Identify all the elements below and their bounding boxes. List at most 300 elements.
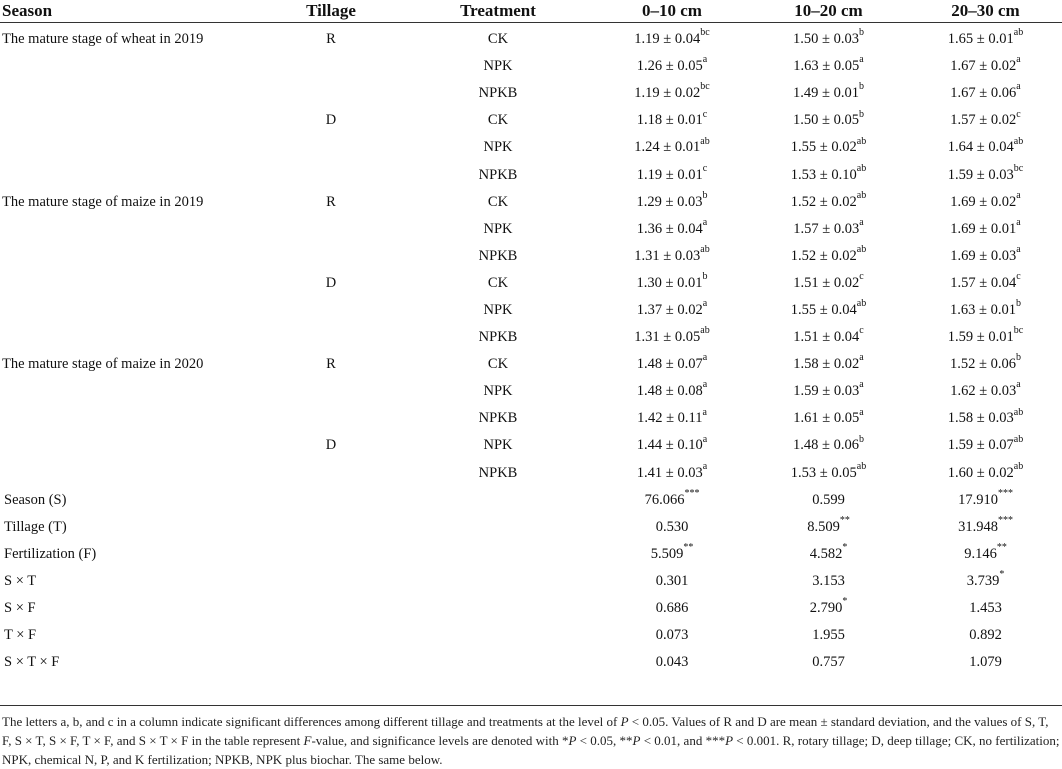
- cell-depth-0-10: [596, 23, 748, 54]
- header-depth-20-30: 20–30 cm: [951, 1, 1020, 20]
- cell-f-0-10-significance: ***: [684, 487, 700, 499]
- cell-depth-10-20-value: 1.51 ± 0.04: [793, 329, 860, 346]
- cell-depth-20-30-significance: ab: [1013, 27, 1024, 39]
- table-body: [0, 23, 1062, 677]
- cell-factor-value: Fertilization (F): [4, 545, 97, 562]
- cell-tillage: [262, 107, 400, 134]
- cell-f-0-10: [596, 541, 748, 568]
- cell-depth-10-20-value: 1.63 ± 0.05: [793, 58, 860, 75]
- cell-depth-0-10-value: 1.48 ± 0.07: [636, 356, 703, 373]
- cell-depth-10-20: [748, 297, 909, 324]
- cell-depth-20-30-value: 1.52 ± 0.06: [950, 356, 1016, 373]
- cell-depth-10-20: [748, 378, 909, 405]
- table-row: [0, 216, 1062, 243]
- cell-depth-0-10-value: 1.24 ± 0.01: [634, 139, 701, 156]
- table-row: [0, 80, 1062, 107]
- cell-f-10-20-value: 8.509: [807, 518, 840, 535]
- cell-tillage-value: D: [325, 112, 337, 129]
- cell-depth-10-20-value: 1.50 ± 0.05: [793, 112, 859, 129]
- cell-treatment-value: CK: [487, 112, 509, 129]
- cell-treatment-value: NPK: [483, 139, 513, 156]
- cell-f-0-10-value: 0.686: [655, 600, 689, 617]
- table-row: [0, 324, 1062, 351]
- anova-row: [0, 487, 1062, 514]
- cell-factor-value: Season (S): [4, 491, 67, 508]
- cell-depth-10-20-significance: b: [858, 433, 864, 445]
- cell-depth-0-10-value: 1.19 ± 0.04: [634, 31, 701, 48]
- cell-depth-0-10-significance: bc: [700, 27, 710, 39]
- cell-depth-0-10-significance: a: [702, 54, 708, 66]
- cell-depth-10-20-value: 1.52 ± 0.02: [790, 247, 857, 264]
- cell-treatment-value: NPKB: [478, 166, 518, 183]
- table-row: [0, 351, 1062, 378]
- cell-depth-20-30: [909, 243, 1062, 270]
- header-treatment: Treatment: [460, 1, 536, 20]
- cell-f-20-30-value: 1.079: [969, 654, 1002, 671]
- cell-depth-10-20-value: 1.50 ± 0.03: [793, 31, 859, 48]
- cell-depth-10-20: [748, 216, 909, 243]
- cell-tillage: [262, 405, 400, 432]
- cell-season: [0, 107, 262, 134]
- cell-depth-20-30-significance: ab: [1013, 406, 1024, 418]
- cell-depth-20-30-value: 1.59 ± 0.03: [947, 166, 1014, 183]
- footnote-divider: [0, 705, 1062, 706]
- cell-depth-20-30: [909, 432, 1062, 459]
- cell-season-value: The mature stage of wheat in 2019: [2, 31, 204, 48]
- cell-depth-10-20: [748, 134, 909, 161]
- cell-depth-20-30: [909, 270, 1062, 297]
- table-row: [0, 378, 1062, 405]
- cell-depth-20-30-value: 1.69 ± 0.01: [950, 220, 1017, 237]
- cell-depth-20-30-significance: ab: [1013, 433, 1024, 445]
- cell-f-20-30-significance: *: [999, 569, 1005, 581]
- cell-f-10-20: [748, 541, 909, 568]
- cell-depth-20-30: [909, 460, 1062, 487]
- cell-depth-0-10-significance: ab: [700, 243, 710, 255]
- cell-depth-0-10: [596, 134, 748, 161]
- cell-tillage: [262, 243, 400, 270]
- cell-depth-10-20-significance: ab: [856, 243, 867, 255]
- header-season: Season: [2, 1, 53, 20]
- cell-factor: [0, 568, 262, 595]
- cell-depth-10-20-value: 1.55 ± 0.04: [790, 301, 857, 318]
- cell-treatment: [400, 23, 596, 54]
- cell-depth-20-30-significance: a: [1016, 379, 1021, 391]
- cell-season: [0, 378, 262, 405]
- cell-tillage-value: D: [325, 437, 337, 454]
- cell-season: [0, 270, 262, 297]
- cell-treatment-value: CK: [487, 356, 509, 373]
- cell-depth-10-20: [748, 324, 909, 351]
- cell-depth-20-30-value: 1.58 ± 0.03: [947, 410, 1014, 427]
- footnote-p-symbol: P: [725, 733, 734, 748]
- cell-depth-20-30-significance: c: [1016, 108, 1021, 120]
- cell-depth-20-30: [909, 80, 1062, 107]
- footnote-text: < 0.05, **: [576, 733, 633, 748]
- cell-depth-20-30: [909, 405, 1062, 432]
- cell-depth-20-30-significance: ab: [1013, 460, 1024, 472]
- cell-depth-0-10-significance: c: [702, 108, 708, 120]
- cell-depth-20-30-value: 1.69 ± 0.02: [950, 193, 1017, 210]
- cell-f-10-20-value: 0.599: [812, 491, 845, 508]
- cell-depth-20-30: [909, 351, 1062, 378]
- cell-depth-0-10-value: 1.29 ± 0.03: [636, 193, 703, 210]
- cell-depth-10-20-significance: ab: [856, 135, 867, 147]
- table-row: [0, 53, 1062, 80]
- cell-treatment: [400, 432, 596, 459]
- cell-depth-20-30-value: 1.67 ± 0.02: [950, 58, 1017, 75]
- cell-depth-0-10-value: 1.36 ± 0.04: [636, 220, 703, 237]
- cell-season: [0, 297, 262, 324]
- cell-depth-20-30-significance: bc: [1013, 162, 1024, 174]
- cell-depth-0-10: [596, 216, 748, 243]
- cell-depth-0-10-significance: b: [702, 189, 708, 201]
- cell-treatment-value: CK: [487, 31, 509, 48]
- cell-depth-20-30-significance: c: [1016, 271, 1021, 283]
- cell-season: [0, 134, 262, 161]
- cell-depth-0-10: [596, 270, 748, 297]
- cell-depth-0-10-significance: a: [702, 352, 708, 364]
- cell-factor: [0, 622, 262, 649]
- cell-depth-20-30-value: 1.57 ± 0.04: [950, 274, 1017, 291]
- anova-row: [0, 595, 1062, 622]
- cell-depth-20-30-significance: b: [1015, 352, 1021, 364]
- table-row: [0, 23, 1062, 54]
- cell-factor-value: S × T × F: [4, 654, 60, 671]
- cell-treatment-value: NPKB: [478, 329, 518, 346]
- cell-treatment: [400, 216, 596, 243]
- cell-depth-0-10-significance: a: [702, 216, 708, 228]
- cell-depth-0-10: [596, 243, 748, 270]
- cell-factor: [0, 595, 262, 622]
- cell-empty: [400, 622, 596, 649]
- cell-f-20-30-value: 1.453: [969, 600, 1002, 617]
- cell-f-0-10-significance: **: [683, 542, 694, 553]
- cell-treatment-value: NPKB: [478, 85, 518, 102]
- cell-depth-10-20-value: 1.51 ± 0.02: [793, 274, 860, 291]
- table-row: [0, 243, 1062, 270]
- cell-depth-0-10-value: 1.31 ± 0.05: [634, 329, 701, 346]
- cell-f-10-20: [748, 514, 909, 541]
- cell-treatment: [400, 324, 596, 351]
- cell-depth-0-10-significance: a: [702, 433, 708, 445]
- cell-factor: [0, 541, 262, 568]
- cell-depth-20-30-significance: a: [1016, 54, 1021, 66]
- cell-depth-20-30: [909, 378, 1062, 405]
- cell-depth-10-20-significance: ab: [856, 189, 867, 201]
- cell-f-0-10-value: 0.301: [655, 572, 689, 589]
- cell-depth-10-20-significance: ab: [856, 162, 867, 174]
- cell-empty: [262, 487, 400, 514]
- cell-depth-0-10: [596, 432, 748, 459]
- cell-treatment: [400, 189, 596, 216]
- cell-season: [0, 189, 262, 216]
- cell-empty: [400, 649, 596, 676]
- cell-factor-value: S × T: [4, 572, 37, 589]
- cell-f-10-20-significance: *: [842, 542, 848, 553]
- cell-tillage: [262, 134, 400, 161]
- cell-depth-10-20: [748, 432, 909, 459]
- cell-f-20-30-value: 17.910: [958, 491, 998, 508]
- table-row: [0, 297, 1062, 324]
- footnote-text: The letters a, b, and c in a column indicate significant differences among different tillage and treatments at the level of: [2, 714, 621, 729]
- table-row: [0, 107, 1062, 134]
- cell-season: [0, 161, 262, 188]
- cell-depth-0-10-value: 1.44 ± 0.10: [636, 437, 703, 454]
- cell-depth-10-20-significance: ab: [856, 298, 867, 310]
- cell-depth-0-10: [596, 324, 748, 351]
- cell-empty: [262, 568, 400, 595]
- cell-depth-20-30: [909, 53, 1062, 80]
- cell-f-10-20: [748, 568, 909, 595]
- cell-f-0-10: [596, 487, 748, 514]
- cell-f-20-30: [909, 622, 1062, 649]
- table-row: [0, 161, 1062, 188]
- cell-tillage: [262, 80, 400, 107]
- cell-depth-20-30: [909, 161, 1062, 188]
- cell-depth-10-20-significance: c: [859, 325, 864, 337]
- cell-treatment: [400, 351, 596, 378]
- cell-tillage-value: R: [326, 193, 336, 210]
- cell-depth-10-20-value: 1.55 ± 0.02: [790, 139, 857, 156]
- cell-depth-20-30: [909, 107, 1062, 134]
- cell-depth-10-20: [748, 351, 909, 378]
- cell-depth-0-10: [596, 378, 748, 405]
- cell-tillage: [262, 189, 400, 216]
- cell-depth-10-20-value: 1.53 ± 0.05: [790, 464, 857, 481]
- cell-depth-0-10-significance: ab: [700, 135, 710, 147]
- cell-treatment-value: CK: [487, 274, 509, 291]
- cell-f-0-10-value: 5.509: [650, 545, 684, 562]
- cell-f-20-30-significance: ***: [997, 514, 1013, 526]
- cell-depth-20-30-value: 1.57 ± 0.02: [950, 112, 1017, 129]
- cell-depth-20-30-significance: a: [1016, 189, 1021, 201]
- cell-depth-20-30: [909, 134, 1062, 161]
- table-row: [0, 405, 1062, 432]
- table-footnote: [2, 712, 1060, 769]
- cell-depth-0-10: [596, 80, 748, 107]
- cell-depth-0-10-value: 1.19 ± 0.01: [636, 166, 703, 183]
- cell-f-0-10: [596, 595, 748, 622]
- cell-tillage: [262, 351, 400, 378]
- cell-f-20-30-value: 31.948: [958, 518, 998, 535]
- cell-season: [0, 405, 262, 432]
- cell-f-10-20: [748, 487, 909, 514]
- cell-tillage: [262, 378, 400, 405]
- cell-depth-20-30-significance: a: [1016, 81, 1021, 93]
- cell-depth-0-10-significance: ab: [700, 325, 710, 337]
- cell-depth-0-10-significance: a: [702, 379, 708, 391]
- cell-depth-20-30: [909, 297, 1062, 324]
- cell-depth-20-30-value: 1.69 ± 0.03: [950, 247, 1017, 264]
- cell-treatment-value: NPKB: [478, 247, 518, 264]
- anova-row: [0, 541, 1062, 568]
- cell-depth-0-10: [596, 351, 748, 378]
- cell-season: [0, 23, 262, 54]
- cell-depth-0-10-value: 1.42 ± 0.11: [637, 410, 703, 427]
- cell-factor-value: T × F: [4, 627, 37, 644]
- cell-depth-20-30: [909, 216, 1062, 243]
- cell-depth-10-20-significance: b: [858, 81, 864, 93]
- cell-season: [0, 432, 262, 459]
- cell-treatment: [400, 270, 596, 297]
- cell-depth-10-20-value: 1.59 ± 0.03: [793, 383, 860, 400]
- cell-depth-10-20: [748, 189, 909, 216]
- cell-season: [0, 80, 262, 107]
- cell-depth-20-30-value: 1.63 ± 0.01: [950, 301, 1016, 318]
- cell-tillage: [262, 216, 400, 243]
- cell-depth-10-20: [748, 80, 909, 107]
- anova-row: [0, 649, 1062, 676]
- anova-row: [0, 568, 1062, 595]
- cell-tillage: [262, 432, 400, 459]
- cell-empty: [262, 649, 400, 676]
- cell-empty: [262, 622, 400, 649]
- cell-tillage-value: R: [326, 31, 336, 48]
- cell-season: [0, 324, 262, 351]
- cell-tillage: [262, 324, 400, 351]
- cell-factor-value: S × F: [4, 600, 36, 617]
- cell-f-10-20: [748, 595, 909, 622]
- cell-tillage: [262, 23, 400, 54]
- cell-depth-20-30-significance: b: [1015, 298, 1021, 310]
- cell-empty: [262, 514, 400, 541]
- cell-treatment: [400, 134, 596, 161]
- cell-empty: [262, 595, 400, 622]
- cell-f-10-20-significance: **: [839, 514, 850, 526]
- cell-empty: [400, 487, 596, 514]
- cell-depth-0-10: [596, 189, 748, 216]
- cell-f-0-10-value: 0.073: [655, 627, 689, 644]
- cell-f-20-30: [909, 514, 1062, 541]
- cell-empty: [400, 514, 596, 541]
- cell-empty: [400, 568, 596, 595]
- cell-depth-0-10-value: 1.30 ± 0.01: [636, 274, 703, 291]
- cell-tillage: [262, 161, 400, 188]
- footnote-f-symbol: F: [303, 733, 312, 748]
- cell-f-10-20-value: 2.790: [809, 600, 843, 617]
- cell-tillage: [262, 297, 400, 324]
- cell-treatment-value: NPK: [483, 58, 513, 75]
- cell-f-20-30-significance: **: [996, 542, 1007, 553]
- cell-depth-0-10-value: 1.37 ± 0.02: [636, 301, 703, 318]
- table-row: [0, 270, 1062, 297]
- cell-depth-20-30-significance: a: [1016, 216, 1021, 228]
- cell-depth-0-10: [596, 405, 748, 432]
- cell-empty: [400, 541, 596, 568]
- cell-treatment-value: NPK: [483, 383, 513, 400]
- cell-depth-20-30-value: 1.59 ± 0.07: [947, 437, 1014, 454]
- cell-depth-0-10: [596, 107, 748, 134]
- cell-depth-10-20-value: 1.58 ± 0.02: [793, 356, 860, 373]
- cell-f-0-10-value: 76.066: [644, 491, 685, 508]
- cell-treatment: [400, 460, 596, 487]
- cell-empty: [262, 541, 400, 568]
- cell-depth-0-10-significance: c: [702, 162, 708, 174]
- cell-depth-10-20-value: 1.48 ± 0.06: [793, 437, 859, 454]
- cell-tillage-value: R: [326, 356, 336, 373]
- cell-f-0-10-value: 0.530: [655, 518, 689, 535]
- cell-treatment: [400, 243, 596, 270]
- cell-depth-0-10-value: 1.41 ± 0.03: [636, 464, 703, 481]
- cell-depth-20-30: [909, 189, 1062, 216]
- cell-treatment: [400, 405, 596, 432]
- header-row: [0, 0, 1062, 23]
- cell-f-10-20: [748, 622, 909, 649]
- cell-depth-20-30-value: 1.59 ± 0.01: [947, 329, 1014, 346]
- cell-depth-0-10: [596, 297, 748, 324]
- cell-depth-10-20: [748, 460, 909, 487]
- cell-season: [0, 460, 262, 487]
- cell-f-0-10-value: 0.043: [655, 654, 689, 671]
- footnote-p-symbol: P: [620, 714, 629, 729]
- cell-depth-0-10-value: 1.19 ± 0.02: [634, 85, 701, 102]
- cell-tillage: [262, 53, 400, 80]
- cell-treatment-value: NPK: [483, 301, 513, 318]
- cell-f-0-10: [596, 622, 748, 649]
- cell-season: [0, 243, 262, 270]
- cell-depth-10-20: [748, 161, 909, 188]
- cell-factor: [0, 514, 262, 541]
- cell-f-20-30: [909, 595, 1062, 622]
- cell-treatment: [400, 107, 596, 134]
- cell-depth-0-10-significance: a: [702, 460, 708, 472]
- cell-f-10-20: [748, 649, 909, 676]
- cell-treatment-value: NPKB: [478, 464, 518, 481]
- cell-treatment: [400, 80, 596, 107]
- cell-f-10-20-value: 3.153: [812, 572, 845, 589]
- cell-depth-0-10: [596, 161, 748, 188]
- table-row: [0, 432, 1062, 459]
- cell-factor: [0, 649, 262, 676]
- cell-f-10-20-significance: *: [842, 596, 848, 608]
- cell-depth-20-30-value: 1.60 ± 0.02: [947, 464, 1014, 481]
- cell-depth-0-10-significance: a: [702, 406, 707, 418]
- cell-depth-0-10-value: 1.48 ± 0.08: [636, 383, 703, 400]
- cell-depth-10-20-significance: b: [858, 108, 864, 120]
- cell-depth-20-30-value: 1.62 ± 0.03: [950, 383, 1017, 400]
- cell-treatment: [400, 53, 596, 80]
- cell-treatment-value: NPKB: [478, 410, 518, 427]
- cell-treatment: [400, 161, 596, 188]
- cell-season-value: The mature stage of maize in 2019: [2, 193, 204, 210]
- cell-treatment: [400, 297, 596, 324]
- anova-row: [0, 622, 1062, 649]
- cell-f-20-30: [909, 541, 1062, 568]
- cell-depth-10-20-significance: a: [859, 352, 864, 364]
- cell-depth-10-20-significance: a: [859, 54, 864, 66]
- cell-depth-10-20-value: 1.49 ± 0.01: [793, 85, 859, 102]
- cell-depth-10-20-significance: c: [859, 271, 864, 283]
- cell-factor: [0, 487, 262, 514]
- cell-depth-10-20-significance: a: [859, 379, 864, 391]
- cell-f-10-20-value: 0.757: [812, 654, 845, 671]
- cell-depth-20-30-value: 1.67 ± 0.06: [950, 85, 1017, 102]
- footnote-text: < 0.05. Values of R and D are mean ± standard deviation, and the values of S, T, F, S × T, S × F, T × F, and S × T × F in the table represent: [2, 714, 1049, 748]
- cell-f-20-30-significance: ***: [997, 487, 1013, 499]
- cell-depth-10-20: [748, 243, 909, 270]
- cell-depth-10-20-significance: b: [858, 27, 864, 39]
- cell-depth-10-20: [748, 270, 909, 297]
- cell-treatment-value: NPK: [483, 437, 513, 454]
- cell-depth-10-20-significance: ab: [856, 460, 867, 472]
- cell-season: [0, 351, 262, 378]
- cell-depth-20-30: [909, 324, 1062, 351]
- cell-f-20-30-value: 0.892: [969, 627, 1002, 644]
- cell-tillage-value: D: [325, 274, 337, 291]
- cell-f-20-30-value: 3.739: [966, 572, 1000, 589]
- cell-f-0-10: [596, 568, 748, 595]
